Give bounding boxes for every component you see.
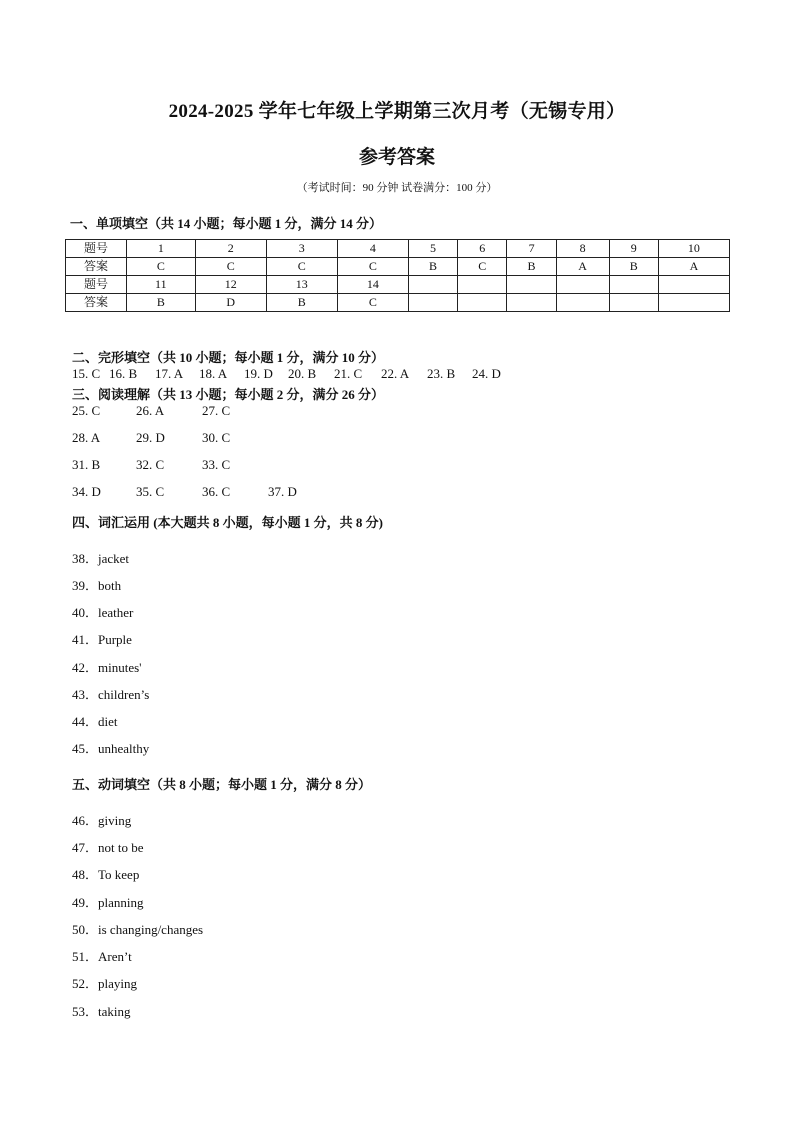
table-cell: 6 [458,240,507,258]
table-cell: A [658,258,729,276]
table-cell: B [127,294,196,312]
table-cell [458,276,507,294]
answer-item: 30. C [202,430,231,445]
answer-item: 27. C [202,403,231,418]
table-row [66,240,730,258]
answer-item: 23. B [427,366,456,381]
answer-item: 37. D [268,484,297,499]
row-label: 答案 [66,258,127,276]
answer-item: 25. C [72,403,101,418]
table-cell [408,294,457,312]
table-cell [507,294,556,312]
table-row [66,258,730,276]
section-2-heading: 二、完形填空（共 10 小题；每小题 1 分，满分 10 分） [72,350,385,365]
answer-item: 29. D [136,430,165,445]
row-label: 题号 [66,240,127,258]
table-cell: C [266,258,337,276]
table-cell: A [556,258,609,276]
table-cell: 1 [127,240,196,258]
table-row [66,276,730,294]
table-cell: 14 [337,276,408,294]
table-cell: 4 [337,240,408,258]
answer-item: 34. D [72,484,101,499]
page-title: 2024-2025 学年七年级上学期第三次月考（无锡专用） [168,101,626,122]
verb-item: 51．Aren’t [72,949,132,964]
table-cell: B [609,258,658,276]
table-cell: 10 [658,240,729,258]
section-3-heading: 三、阅读理解（共 13 小题；每小题 2 分，满分 26 分） [72,387,385,402]
table-cell: C [195,258,266,276]
section-5-heading: 五、动词填空（共 8 小题；每小题 1 分，满分 8 分） [72,777,372,792]
vocab-item: 38．jacket [72,551,130,566]
table-cell: 2 [195,240,266,258]
table-cell [556,276,609,294]
verb-item: 49．planning [72,895,144,910]
vocab-item: 40．leather [72,605,134,620]
vocab-item: 43．children’s [72,687,150,702]
answer-item: 28. A [72,430,101,445]
answer-table [65,239,730,312]
verb-item: 52．playing [72,976,137,991]
table-cell: 9 [609,240,658,258]
answer-item: 16. B [109,366,138,381]
table-cell [556,294,609,312]
answer-item: 19. D [244,366,273,381]
table-cell: C [458,258,507,276]
answer-item: 15. C [72,366,101,381]
verb-item: 53．taking [72,1004,131,1019]
answer-item: 17. A [155,366,184,381]
table-cell: 13 [266,276,337,294]
section-4-heading: 四、词汇运用 (本大题共 8 小题，每小题 1 分，共 8 分) [72,515,383,530]
row-label: 答案 [66,294,127,312]
table-cell: 8 [556,240,609,258]
section-1-heading: 一、单项填空（共 14 小题；每小题 1 分，满分 14 分） [70,216,383,231]
answer-item: 35. C [136,484,165,499]
verb-item: 46．giving [72,813,132,828]
table-cell: 12 [195,276,266,294]
table-cell [408,276,457,294]
answer-item: 21. C [334,366,363,381]
table-cell: B [408,258,457,276]
table-cell: C [127,258,196,276]
answer-item: 20. B [288,366,317,381]
verb-item: 48．To keep [72,867,140,882]
answer-item: 33. C [202,457,231,472]
row-label: 题号 [66,276,127,294]
answer-item: 26. A [136,403,165,418]
table-cell: 11 [127,276,196,294]
table-cell: 3 [266,240,337,258]
vocab-item: 41．Purple [72,632,132,647]
table-cell: 7 [507,240,556,258]
answer-item: 22. A [381,366,410,381]
answer-item: 24. D [472,366,501,381]
verb-item: 47．not to be [72,840,144,855]
verb-item: 50．is changing/changes [72,922,204,937]
table-cell [507,276,556,294]
table-cell: D [195,294,266,312]
answer-item: 18. A [199,366,228,381]
table-cell: C [337,294,408,312]
table-cell [458,294,507,312]
table-cell: C [337,258,408,276]
table-cell [609,294,658,312]
page-subtitle: 参考答案 [358,147,435,168]
answer-item: 31. B [72,457,101,472]
table-cell: B [266,294,337,312]
answer-item: 32. C [136,457,165,472]
vocab-item: 42．minutes' [72,660,142,675]
table-cell [658,276,729,294]
vocab-item: 45．unhealthy [72,741,150,756]
vocab-item: 39．both [72,578,122,593]
exam-note: （考试时间：90 分钟 试卷满分：100 分） [296,182,498,194]
table-cell [609,276,658,294]
table-cell [658,294,729,312]
table-row [66,294,730,312]
table-cell: 5 [408,240,457,258]
vocab-item: 44．diet [72,714,118,729]
table-cell: B [507,258,556,276]
answer-item: 36. C [202,484,231,499]
